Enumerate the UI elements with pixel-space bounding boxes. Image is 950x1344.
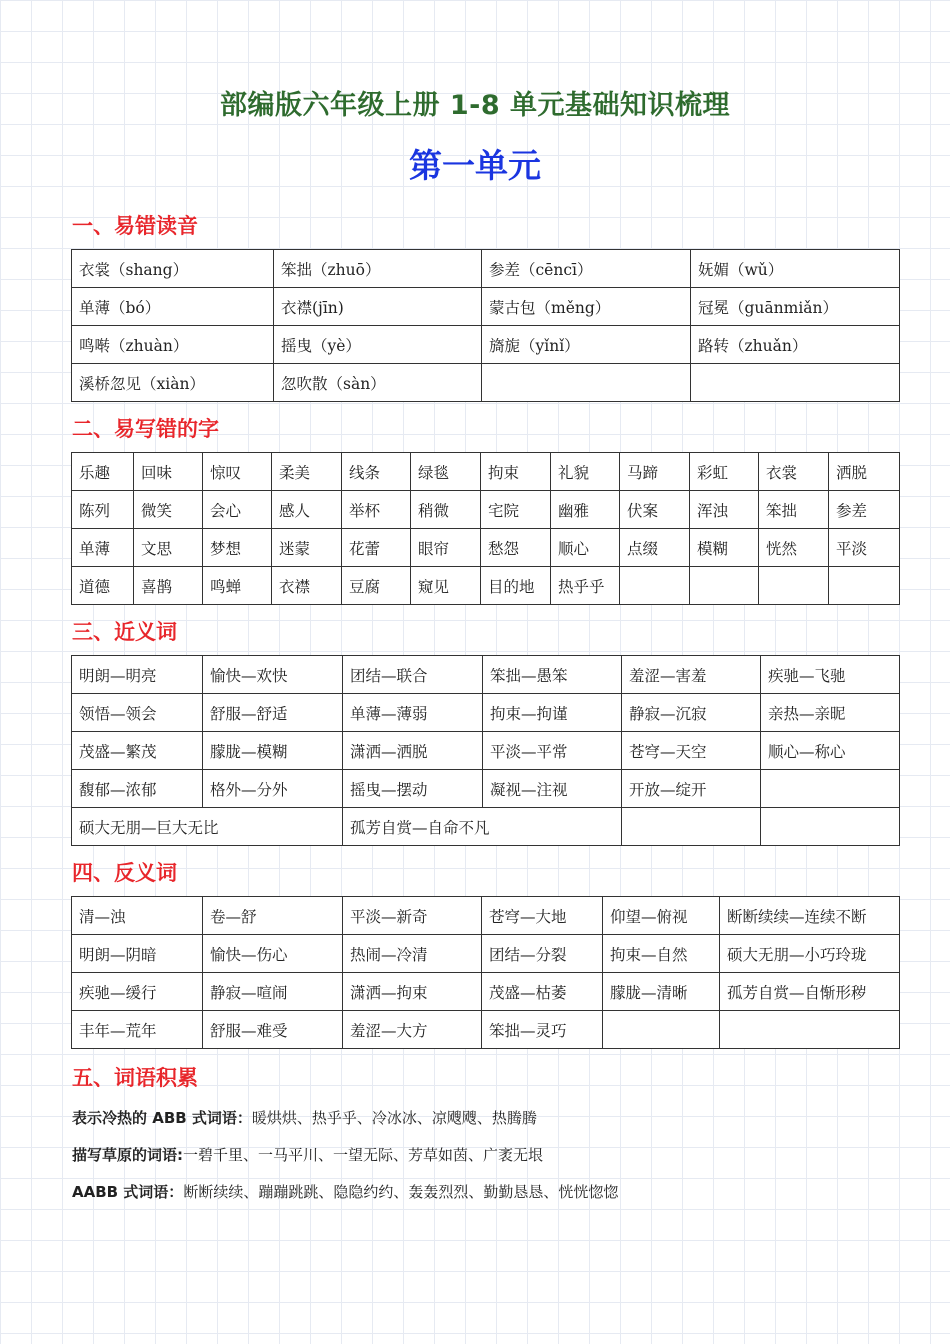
table-cell: 开放—绽开 [622,770,761,808]
table-cell: 摇曳（yè） [274,326,482,364]
table-cell: 柔美 [272,453,342,491]
table-cell: 潇洒—拘束 [343,973,482,1011]
accumulation-line-aabb [72,1181,618,1202]
table-cell: 硕大无朋—巨大无比 [72,808,343,846]
table-cell: 卷—舒 [203,897,343,935]
table-cell: 顺心—称心 [761,732,900,770]
table-cell [691,364,900,402]
table-cell: 羞涩—大方 [343,1011,482,1049]
table-row [72,491,900,529]
table-cell [829,567,900,605]
table-cell: 平淡 [829,529,900,567]
table-cell: 顺心 [551,529,620,567]
table-cell: 舒服—舒适 [203,694,343,732]
table-cell: 鸣蝉 [203,567,272,605]
table-cell: 疾驰—缓行 [72,973,203,1011]
table-cell: 微笑 [134,491,203,529]
section-heading-synonyms: 三、近义词 [72,620,177,644]
table-cell [620,567,690,605]
table-cell: 热闹—冷清 [343,935,482,973]
table-cell: 恍然 [759,529,829,567]
table-row [72,732,900,770]
table-cell: 衣裳 [759,453,829,491]
table-cell: 单薄 [72,529,134,567]
miswritten-words-table [71,452,900,605]
table-cell: 凝视—注视 [483,770,622,808]
table-cell: 乐趣 [72,453,134,491]
accumulation-label: AABB 式词语： [72,1183,184,1201]
table-cell: 笨拙—灵巧 [482,1011,603,1049]
table-cell: 忽吹散（sàn） [274,364,482,402]
table-cell: 茂盛—繁茂 [72,732,203,770]
synonyms-table [71,655,900,846]
table-cell: 羞涩—害羞 [622,656,761,694]
table-cell: 目的地 [481,567,551,605]
table-cell: 馥郁—浓郁 [72,770,203,808]
table-cell: 冠冕（guānmiǎn） [691,288,900,326]
table-cell: 疾驰—飞驰 [761,656,900,694]
table-cell: 领悟—领会 [72,694,203,732]
table-cell: 花蕾 [342,529,411,567]
table-cell: 衣襟(jīn) [274,288,482,326]
table-cell: 感人 [272,491,342,529]
table-cell [690,567,759,605]
table-row [72,656,900,694]
table-cell: 文思 [134,529,203,567]
unit-title: 第一单元 [409,146,541,185]
antonyms-table [71,896,900,1049]
table-cell: 洒脱 [829,453,900,491]
table-cell: 潇洒—洒脱 [343,732,483,770]
table-cell: 平淡—新奇 [343,897,482,935]
table-row [72,808,900,846]
table-cell: 苍穹—天空 [622,732,761,770]
table-cell: 格外—分外 [203,770,343,808]
table-cell: 迷蒙 [272,529,342,567]
table-cell: 妩媚（wǔ） [691,250,900,288]
table-row [72,897,900,935]
table-cell: 模糊 [690,529,759,567]
table-cell [720,1011,900,1049]
table-cell: 断断续续—连续不断 [720,897,900,935]
table-row [72,935,900,973]
accumulation-label: 描写草原的词语: [72,1146,183,1164]
table-cell: 眼帘 [411,529,481,567]
document-title: 部编版六年级上册 1-8 单元基础知识梳理 [219,90,731,121]
table-cell [622,808,761,846]
table-row [72,567,900,605]
table-cell: 舒服—难受 [203,1011,343,1049]
table-cell: 会心 [203,491,272,529]
table-cell: 单薄（bó） [72,288,274,326]
table-cell: 愁怨 [481,529,551,567]
table-cell: 礼貌 [551,453,620,491]
accumulation-line-abb [72,1107,537,1128]
table-cell: 马蹄 [620,453,690,491]
table-cell: 稍微 [411,491,481,529]
table-row [72,973,900,1011]
table-row [72,694,900,732]
section-heading-miswritten: 二、易写错的字 [72,417,219,441]
table-cell: 朦胧—模糊 [203,732,343,770]
table-row [72,364,900,402]
table-row [72,529,900,567]
table-cell: 溪桥忽见（xiàn） [72,364,274,402]
table-cell: 拘束 [481,453,551,491]
table-cell: 窥见 [411,567,481,605]
table-cell: 线条 [342,453,411,491]
accumulation-text: 断断续续、蹦蹦跳跳、隐隐约约、轰轰烈烈、勤勤恳恳、恍恍惚惚 [183,1183,619,1201]
table-cell: 鸣啭（zhuàn） [72,326,274,364]
table-cell: 仰望—俯视 [603,897,720,935]
table-cell: 点缀 [620,529,690,567]
accumulation-label: 表示冷热的 ABB 式词语： [72,1109,252,1127]
table-cell: 苍穹—大地 [482,897,603,935]
table-cell: 豆腐 [342,567,411,605]
section-heading-accumulation: 五、词语积累 [72,1066,198,1090]
table-cell [759,567,829,605]
table-cell: 愉快—伤心 [203,935,343,973]
table-cell: 衣襟 [272,567,342,605]
table-cell: 衣裳（shang） [72,250,274,288]
table-cell [482,364,691,402]
table-cell: 梦想 [203,529,272,567]
table-cell: 喜鹊 [134,567,203,605]
table-cell: 摇曳—摆动 [343,770,483,808]
table-cell: 单薄—薄弱 [343,694,483,732]
table-row [72,453,900,491]
table-cell: 亲热—亲昵 [761,694,900,732]
table-cell: 参差（cēncī） [482,250,691,288]
table-cell: 笨拙（zhuō） [274,250,482,288]
table-cell: 硕大无朋—小巧玲珑 [720,935,900,973]
table-cell: 参差 [829,491,900,529]
table-cell [603,1011,720,1049]
table-row [72,250,900,288]
table-cell: 陈列 [72,491,134,529]
table-cell: 热乎乎 [551,567,620,605]
table-row [72,1011,900,1049]
table-cell: 旖旎（yǐnǐ） [482,326,691,364]
table-cell: 蒙古包（měng） [482,288,691,326]
table-cell: 回味 [134,453,203,491]
table-cell: 愉快—欢快 [203,656,343,694]
table-cell: 伏案 [620,491,690,529]
table-cell: 浑浊 [690,491,759,529]
table-cell: 幽雅 [551,491,620,529]
table-row [72,288,900,326]
table-cell: 道德 [72,567,134,605]
table-cell: 团结—分裂 [482,935,603,973]
table-cell: 清—浊 [72,897,203,935]
table-cell: 朦胧—清晰 [603,973,720,1011]
table-cell: 静寂—喧闹 [203,973,343,1011]
table-cell: 绿毯 [411,453,481,491]
table-cell: 拘束—自然 [603,935,720,973]
table-cell: 团结—联合 [343,656,483,694]
table-cell: 丰年—荒年 [72,1011,203,1049]
table-cell: 宅院 [481,491,551,529]
table-cell: 平淡—平常 [483,732,622,770]
table-row [72,326,900,364]
table-cell: 孤芳自赏—自惭形秽 [720,973,900,1011]
accumulation-text: 暖烘烘、热乎乎、冷冰冰、凉飕飕、热腾腾 [251,1109,537,1127]
table-cell: 孤芳自赏—自命不凡 [343,808,622,846]
accumulation-text: 一碧千里、一马平川、一望无际、芳草如茵、广袤无垠 [183,1146,544,1164]
section-heading-pronunciation: 一、易错读音 [72,214,198,238]
table-cell: 明朗—明亮 [72,656,203,694]
table-row [72,770,900,808]
table-cell: 拘束—拘谨 [483,694,622,732]
table-cell: 彩虹 [690,453,759,491]
pronunciation-table [71,249,900,402]
table-cell [761,808,900,846]
table-cell: 静寂—沉寂 [622,694,761,732]
table-cell: 笨拙 [759,491,829,529]
table-cell: 举杯 [342,491,411,529]
table-cell: 笨拙—愚笨 [483,656,622,694]
table-cell: 路转（zhuǎn） [691,326,900,364]
section-heading-antonyms: 四、反义词 [72,861,177,885]
table-cell: 茂盛—枯萎 [482,973,603,1011]
table-cell: 明朗—阴暗 [72,935,203,973]
table-cell [761,770,900,808]
accumulation-line-grassland [72,1144,543,1165]
table-cell: 惊叹 [203,453,272,491]
